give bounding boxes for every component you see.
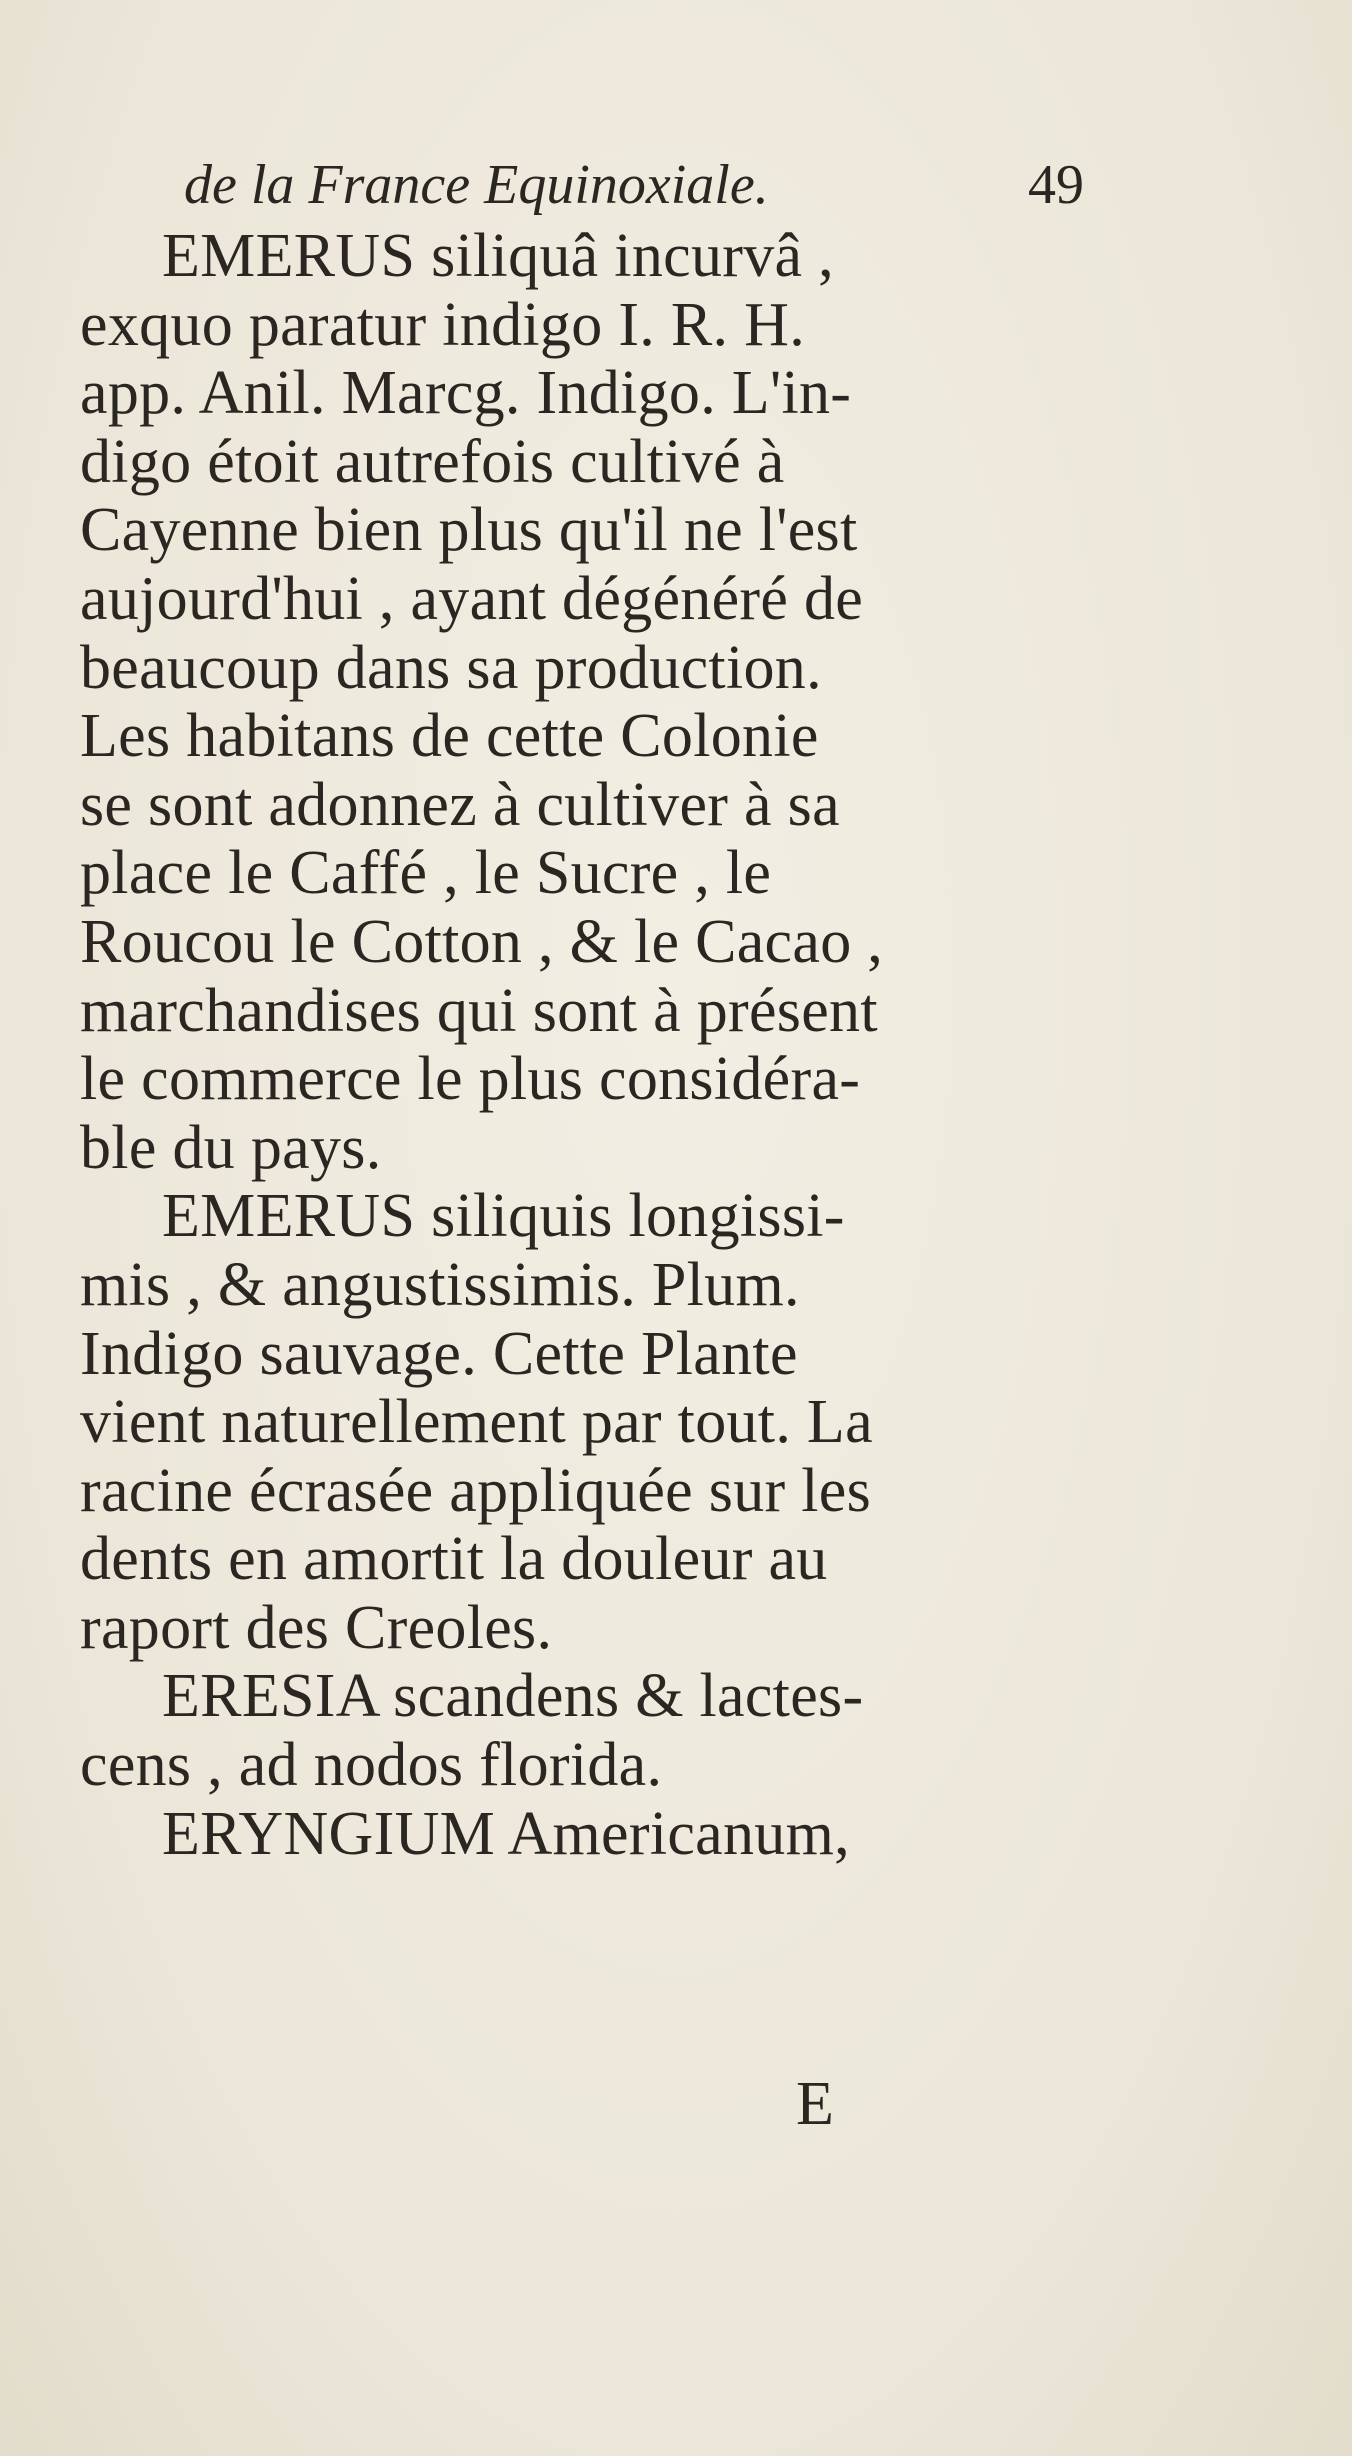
- text-line: app. Anil. Marcg. Indigo. L'in-: [80, 359, 852, 428]
- text-line: beaucoup dans sa production.: [80, 633, 822, 702]
- text-line: raport des Creoles.: [80, 1593, 553, 1662]
- text-line: ble du pays.: [80, 1113, 382, 1182]
- text-line: Indigo sauvage. Cette Plante: [80, 1319, 798, 1388]
- text-line: place le Caffé , le Sucre , le: [80, 839, 772, 908]
- text-line: Roucou le Cotton , & le Cacao ,: [80, 907, 884, 976]
- running-title: de la France Equinoxiale.: [184, 154, 769, 216]
- text-line: cens , ad nodos florida.: [80, 1731, 663, 1800]
- text-line: EMERUS siliquis longissi-: [162, 1182, 845, 1251]
- text-line: ERYNGIUM Americanum,: [162, 1799, 850, 1868]
- text-line: le commerce le plus considéra-: [80, 1045, 861, 1114]
- text-line: digo étoit autrefois cultivé à: [80, 427, 785, 496]
- text-line: se sont adonnez à cultiver à sa: [80, 770, 840, 839]
- text-line: exquo paratur indigo I. R. H.: [80, 290, 805, 359]
- text-line: EMERUS siliquâ incurvâ ,: [162, 222, 834, 290]
- text-line: vient naturellement par tout. La: [80, 1388, 873, 1457]
- text-line: marchandises qui sont à présent: [80, 976, 878, 1045]
- text-line: Les habitans de cette Colonie: [80, 702, 819, 771]
- text-line: dents en amortit la douleur au: [80, 1525, 828, 1594]
- catchword: E: [796, 2070, 834, 2138]
- page-number: 49: [1028, 154, 1084, 216]
- running-header: [184, 150, 1084, 220]
- text-line: ERESIA scandens & lactes-: [162, 1662, 864, 1731]
- text-line: Cayenne bien plus qu'il ne l'est: [80, 496, 858, 565]
- body-text: [80, 222, 1100, 1868]
- text-line: mis , & angustissimis. Plum.: [80, 1250, 800, 1319]
- text-line: racine écrasée appliquée sur les: [80, 1456, 872, 1525]
- text-line: aujourd'hui , ayant dégénéré de: [80, 564, 864, 633]
